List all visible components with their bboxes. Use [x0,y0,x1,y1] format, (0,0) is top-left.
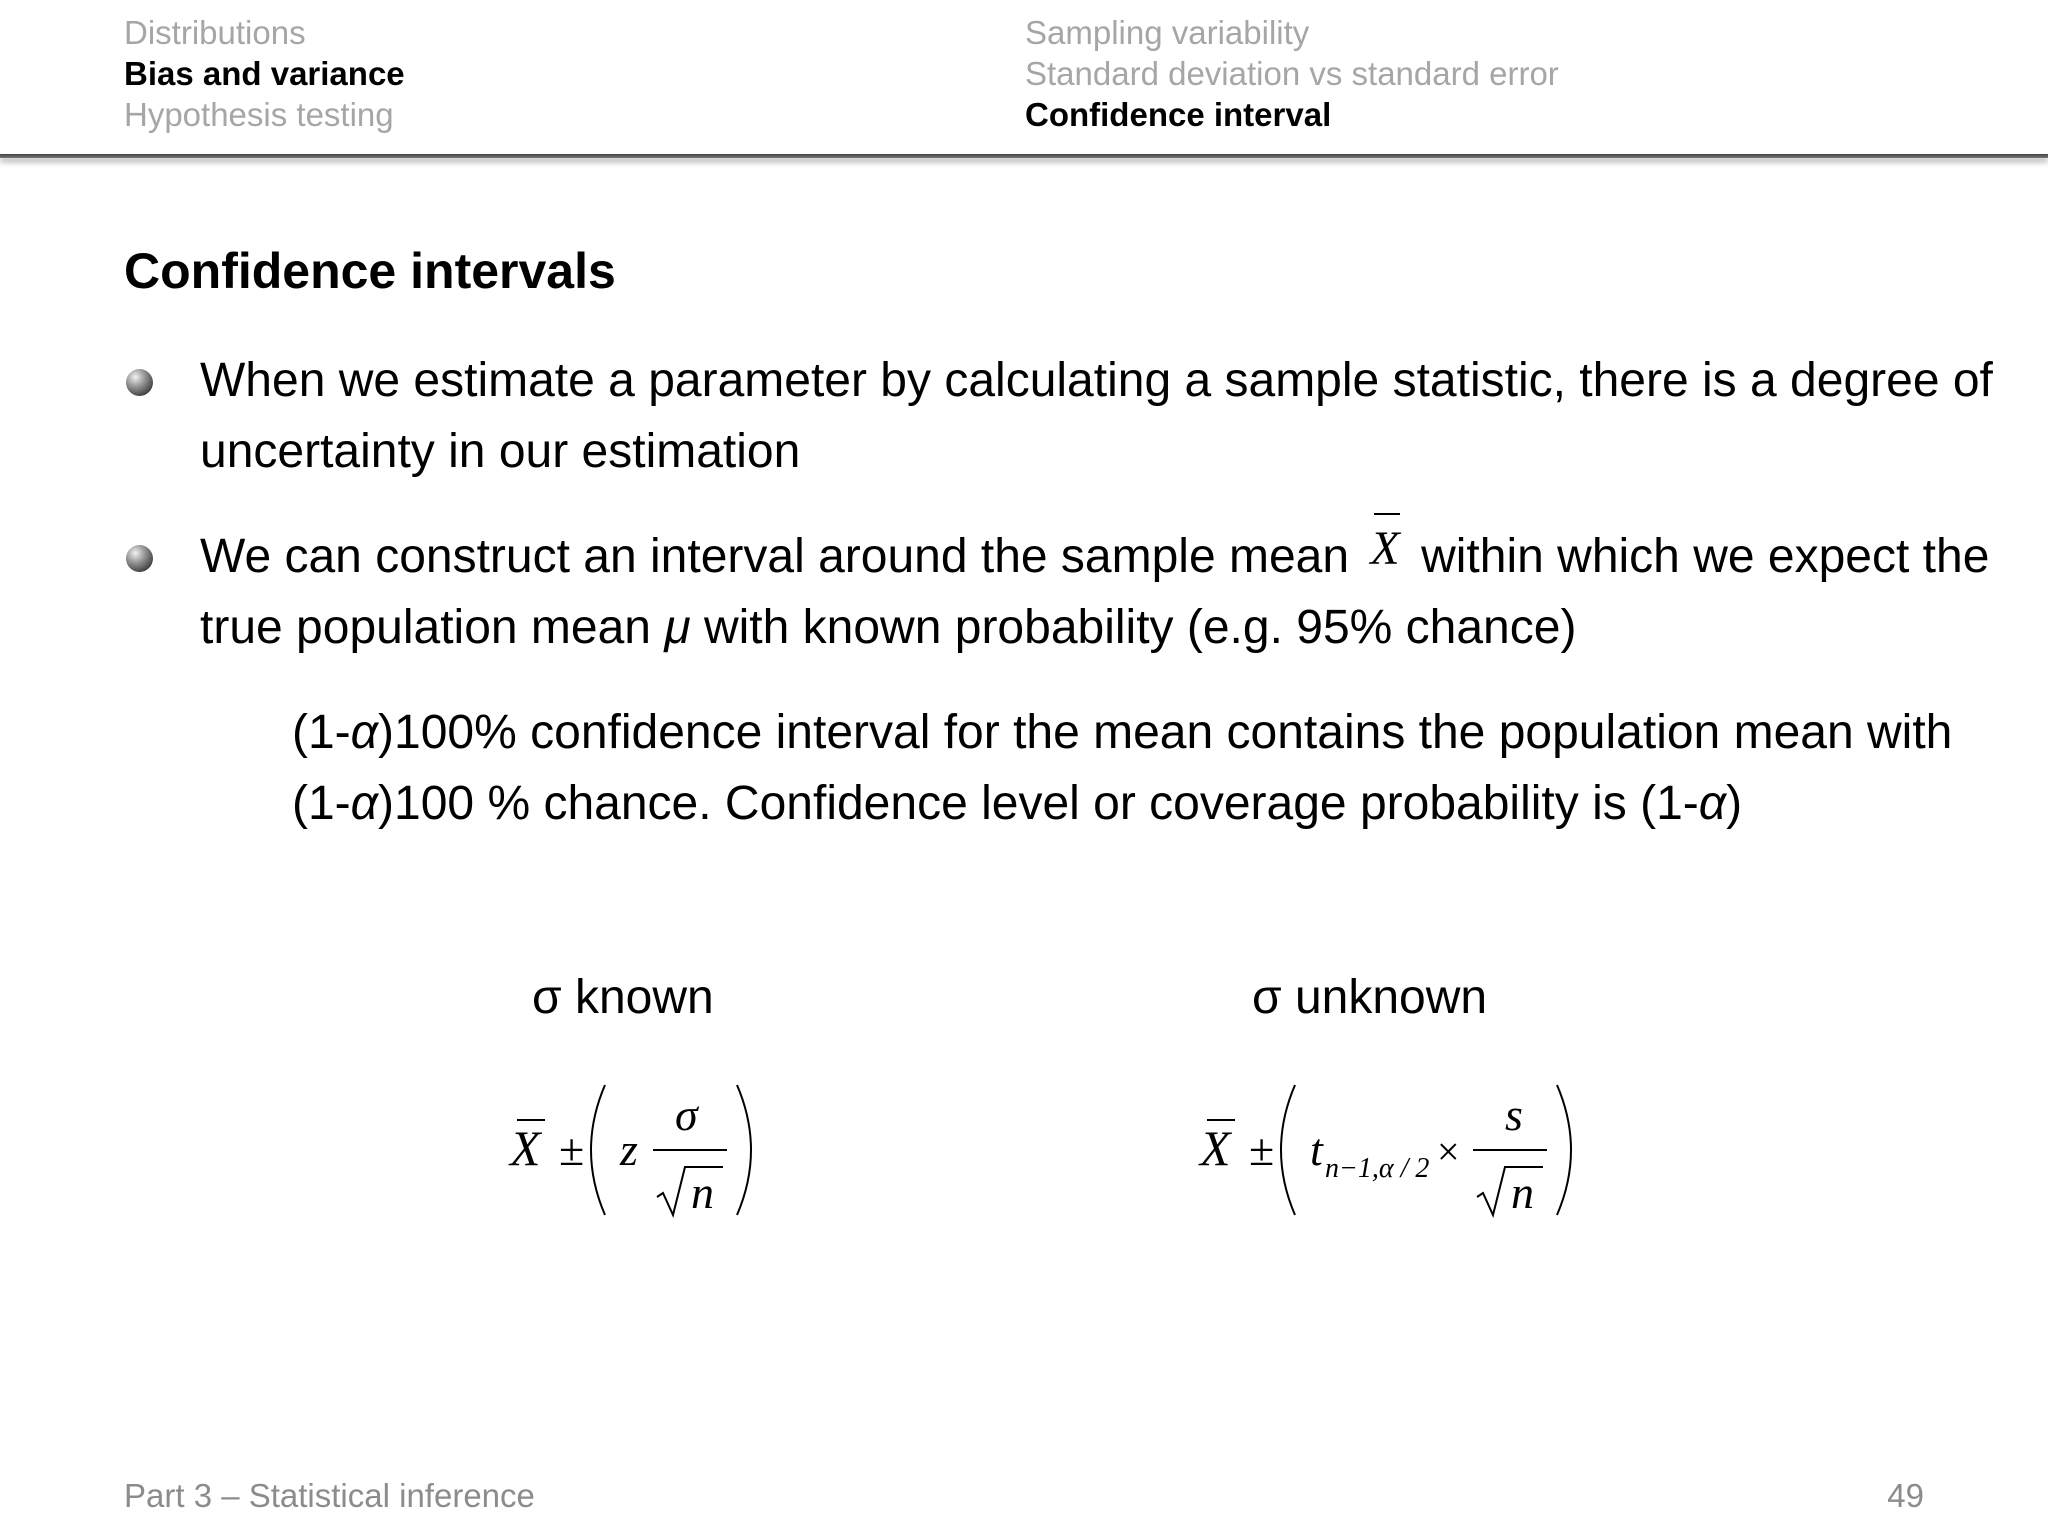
nav-item-sampling-variability[interactable]: Sampling variability [1025,14,1310,51]
mean-symbol: X [510,1120,541,1176]
right-paren [737,1085,751,1215]
footer-section-title: Part 3 – Statistical inference [124,1477,535,1514]
alpha-symbol: α [350,777,379,830]
bullet-text-part3: with known probability (e.g. 95% chance) [703,601,1577,654]
para-text: )100% confidence interval for the mean contains the population mean with (1- [292,706,1953,830]
bullet-text: When we estimate a parameter by calculating a sample statistic, there is a degree of uncertainty in our estimation [200,354,1993,478]
para-text: ) [1726,777,1743,830]
times-symbol: × [1437,1129,1460,1174]
sample-mean-symbol: X [1370,513,1399,584]
bullet-text-part1: We can construct an interval around the sample mean [200,530,1350,583]
alpha-symbol: α [350,706,379,759]
plus-minus-symbol: ± [1249,1124,1275,1175]
left-paren [591,1085,605,1215]
header-divider [0,154,2048,158]
formula-unknown-svg [1195,1075,1595,1225]
t-subscript: n−1,α / 2 [1325,1153,1430,1184]
mean-symbol: X [1200,1120,1231,1176]
nav-item-confidence-interval[interactable]: Confidence interval [1025,96,1332,133]
t-symbol: t [1310,1124,1323,1175]
bullet-dot-icon [126,369,153,396]
left-paren [1281,1085,1295,1215]
s-numerator: s [1505,1089,1523,1140]
bullet-interval [200,521,2000,663]
right-paren [1557,1085,1571,1215]
bullet-uncertainty [200,345,2000,487]
section-navigation [0,0,2048,160]
z-symbol: z [620,1124,638,1175]
nav-item-bias-and-variance[interactable]: Bias and variance [124,55,405,92]
bullet-dot-icon [126,545,153,572]
para-text: )100 % chance. Confidence level or coverage probability is (1- [378,777,1699,830]
nav-left-column [124,12,405,135]
plus-minus-symbol: ± [559,1124,585,1175]
slide-title: Confidence intervals [124,243,616,299]
formula-known-svg [505,1075,765,1225]
nav-item-distributions[interactable]: Distributions [124,14,306,51]
n-denominator: n [1511,1167,1534,1218]
sigma-unknown-label: σ unknown [1252,971,1488,1024]
para-text: (1- [292,706,351,759]
bullet-text-part2: within which we expect the true population mean [200,530,1990,654]
formula-sigma-known [505,1075,765,1225]
n-denominator: n [691,1167,714,1218]
sigma-known-label: σ known [532,971,714,1024]
formula-sigma-unknown [1195,1075,1595,1225]
nav-item-hypothesis-testing[interactable]: Hypothesis testing [124,96,394,133]
nav-right-column [1025,12,1559,135]
sigma-numerator: σ [675,1089,698,1140]
confidence-definition [292,697,1992,839]
mu-symbol: μ [664,601,691,654]
alpha-symbol: α [1698,777,1727,830]
page-number: 49 [1887,1477,1924,1514]
nav-item-sd-vs-se[interactable]: Standard deviation vs standard error [1025,55,1559,92]
